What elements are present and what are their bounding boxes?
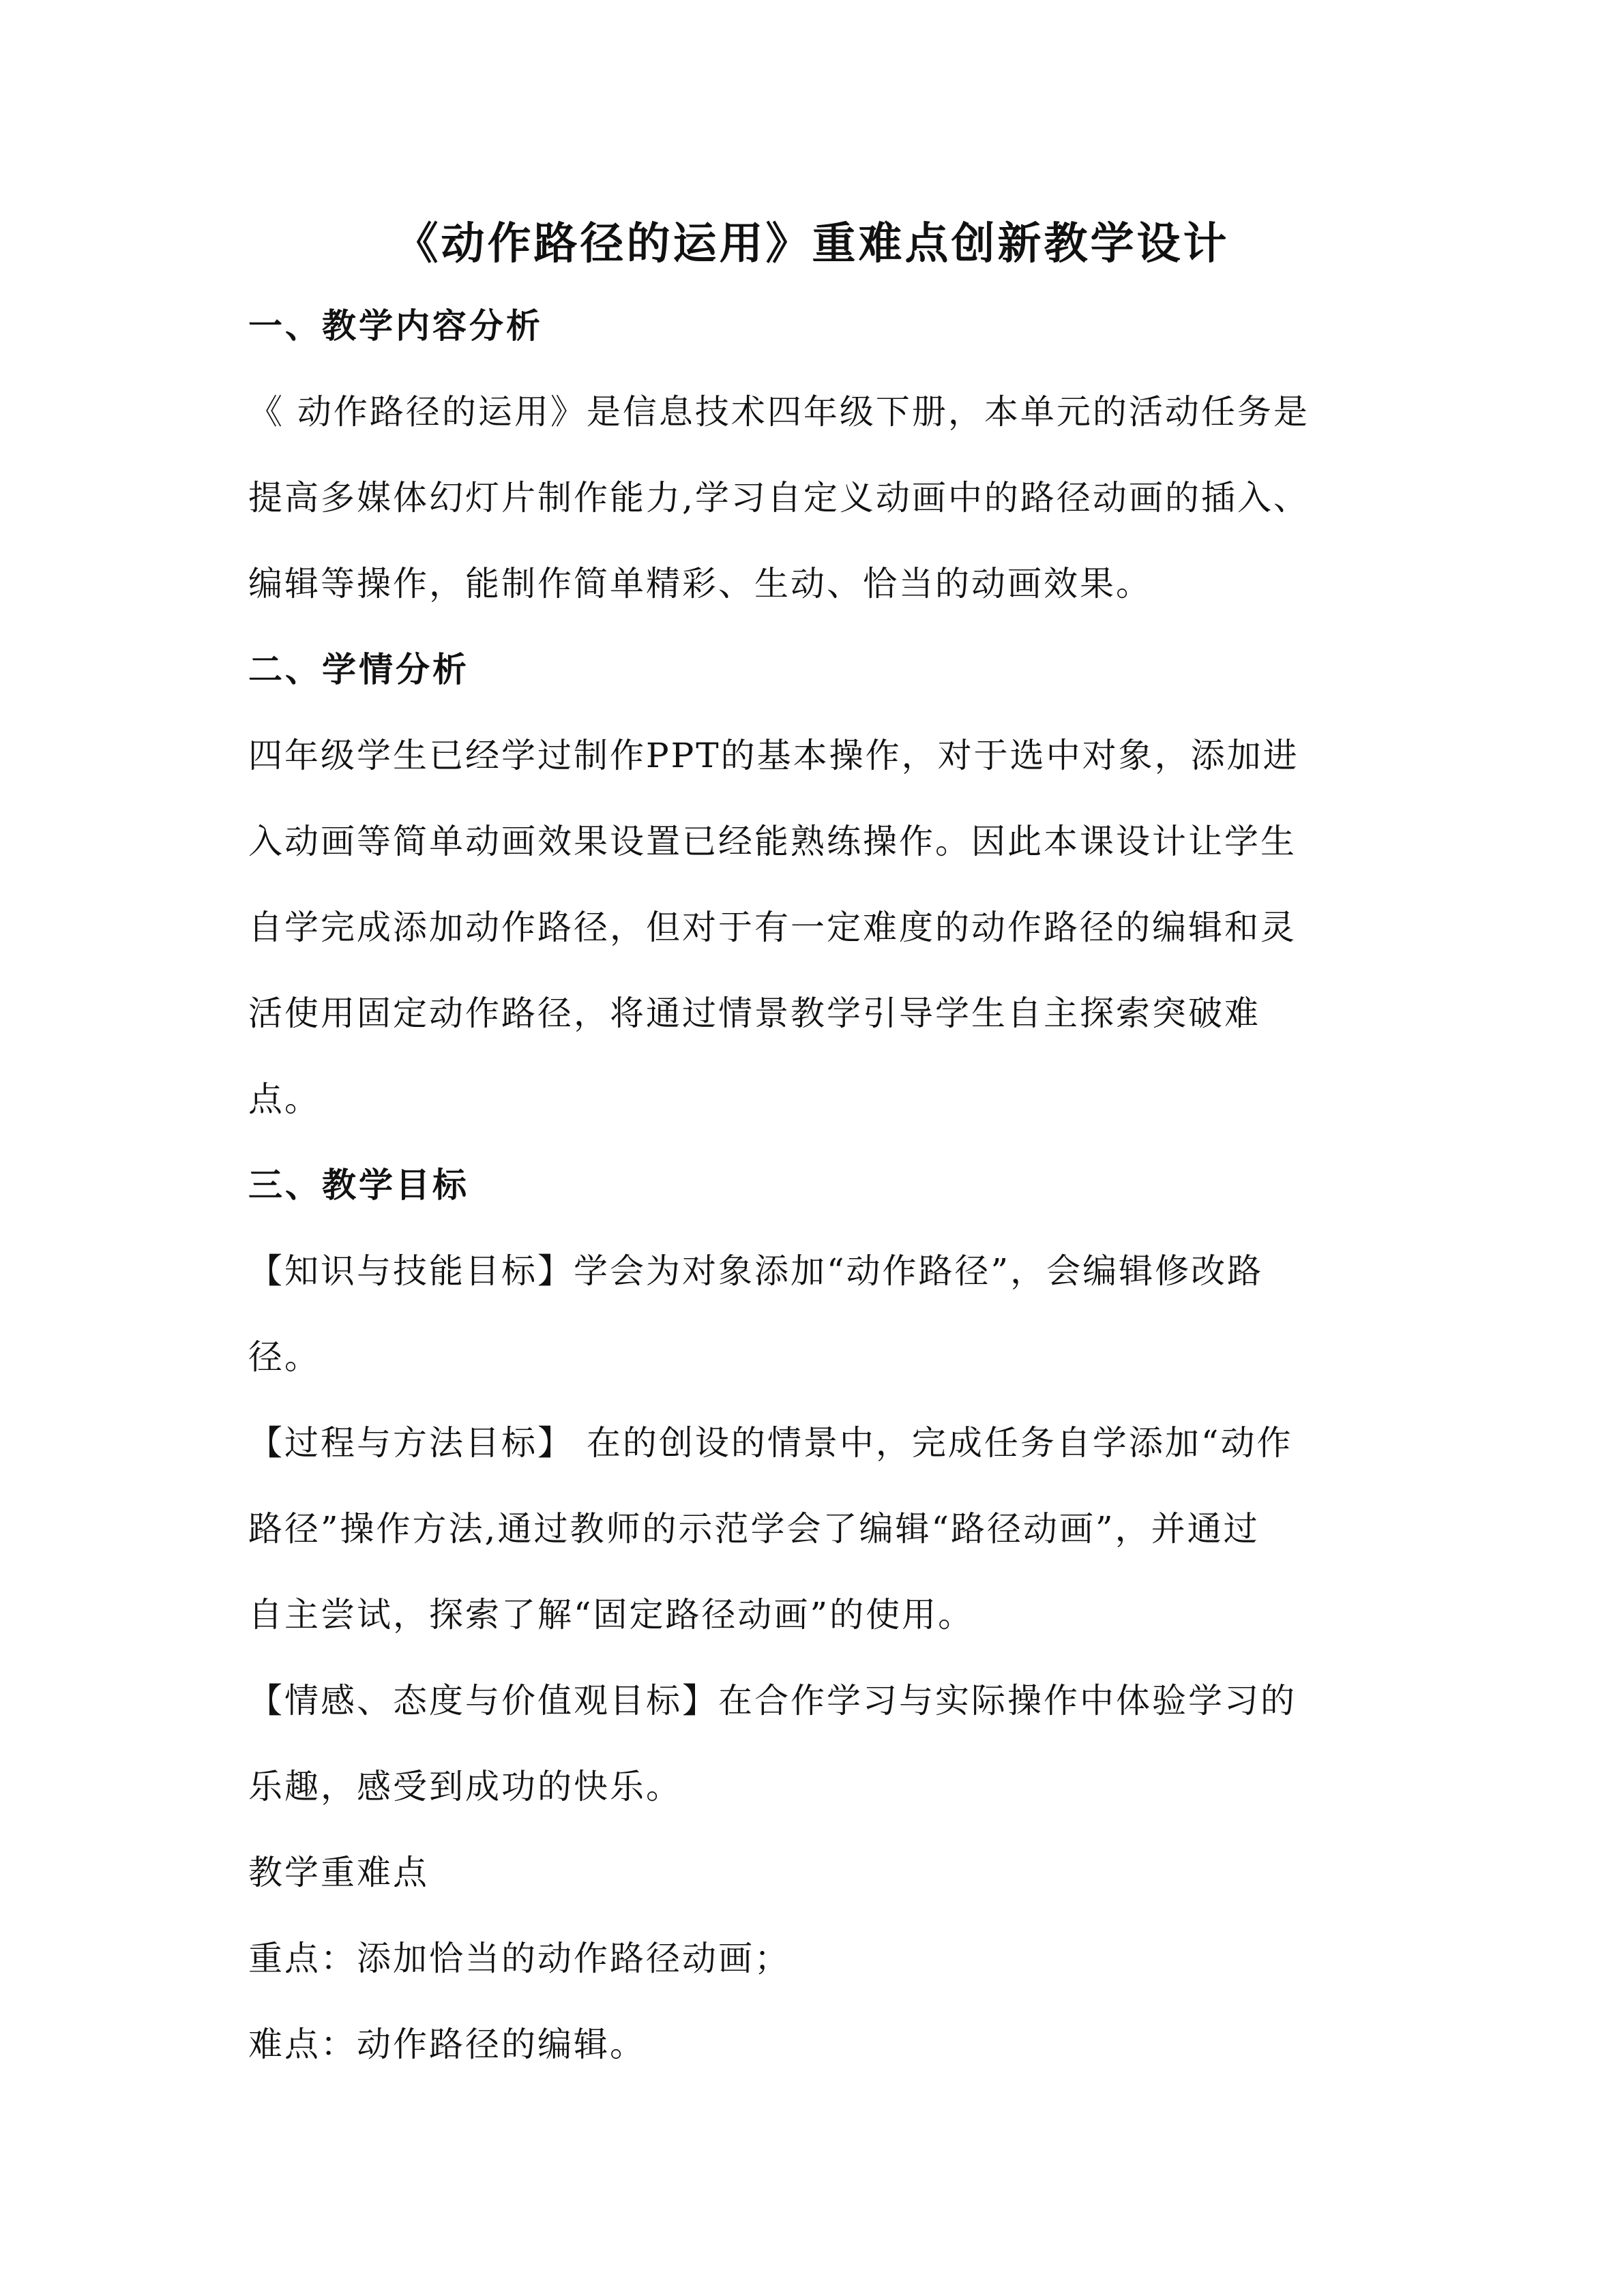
difficult-point-line: 难点：动作路径的编辑。 xyxy=(248,2025,646,2064)
section-heading-teaching-goals: 三、教学目标 xyxy=(248,1165,469,1205)
paragraph-line: 四年级学生已经学过制作PPT的基本操作，对于选中对象，添加进 xyxy=(248,736,1299,775)
paragraph-line: 【过程与方法目标】 在的创设的情景中，完成任务自学添加“动作 xyxy=(248,1423,1293,1463)
paragraph-line: 【知识与技能目标】学会为对象添加“动作路径”，会编辑修改路 xyxy=(248,1251,1264,1291)
paragraph-line: 路径”操作方法,通过教师的示范学会了编辑“路径动画”，并通过 xyxy=(248,1509,1260,1549)
section-heading-content-analysis: 一、教学内容分析 xyxy=(248,306,543,346)
key-point-line: 重点：添加恰当的动作路径动画； xyxy=(248,1939,791,1978)
paragraph-line: 编辑等操作，能制作简单精彩、生动、恰当的动画效果。 xyxy=(248,564,1152,603)
paragraph-line: 自主尝试，探索了解“固定路径动画”的使用。 xyxy=(248,1595,975,1635)
section-heading-student-analysis: 二、学情分析 xyxy=(248,650,469,689)
paragraph-line: 入动画等简单动画效果设置已经能熟练操作。因此本课设计让学生 xyxy=(248,822,1297,861)
key-difficult-points-label: 教学重难点 xyxy=(248,1853,429,1892)
paragraph-line: 提高多媒体幻灯片制作能力,学习自定义动画中的路径动画的插入、 xyxy=(248,478,1310,518)
document-title: 《动作路径的运用》重难点创新教学设计 xyxy=(394,219,1230,269)
paragraph-line: 径。 xyxy=(248,1337,321,1377)
paragraph-line: 自学完成添加动作路径，但对于有一定难度的动作路径的编辑和灵 xyxy=(248,908,1297,947)
paragraph-line: 点。 xyxy=(248,1079,321,1119)
paragraph-line: 《 动作路径的运用》是信息技术四年级下册，本单元的活动任务是 xyxy=(248,392,1310,432)
paragraph-line: 活使用固定动作路径，将通过情景教学引导学生自主探索突破难 xyxy=(248,994,1260,1033)
paragraph-line: 【情感、态度与价值观目标】在合作学习与实际操作中体验学习的 xyxy=(248,1681,1297,1720)
paragraph-line: 乐趣，感受到成功的快乐。 xyxy=(248,1767,682,1806)
